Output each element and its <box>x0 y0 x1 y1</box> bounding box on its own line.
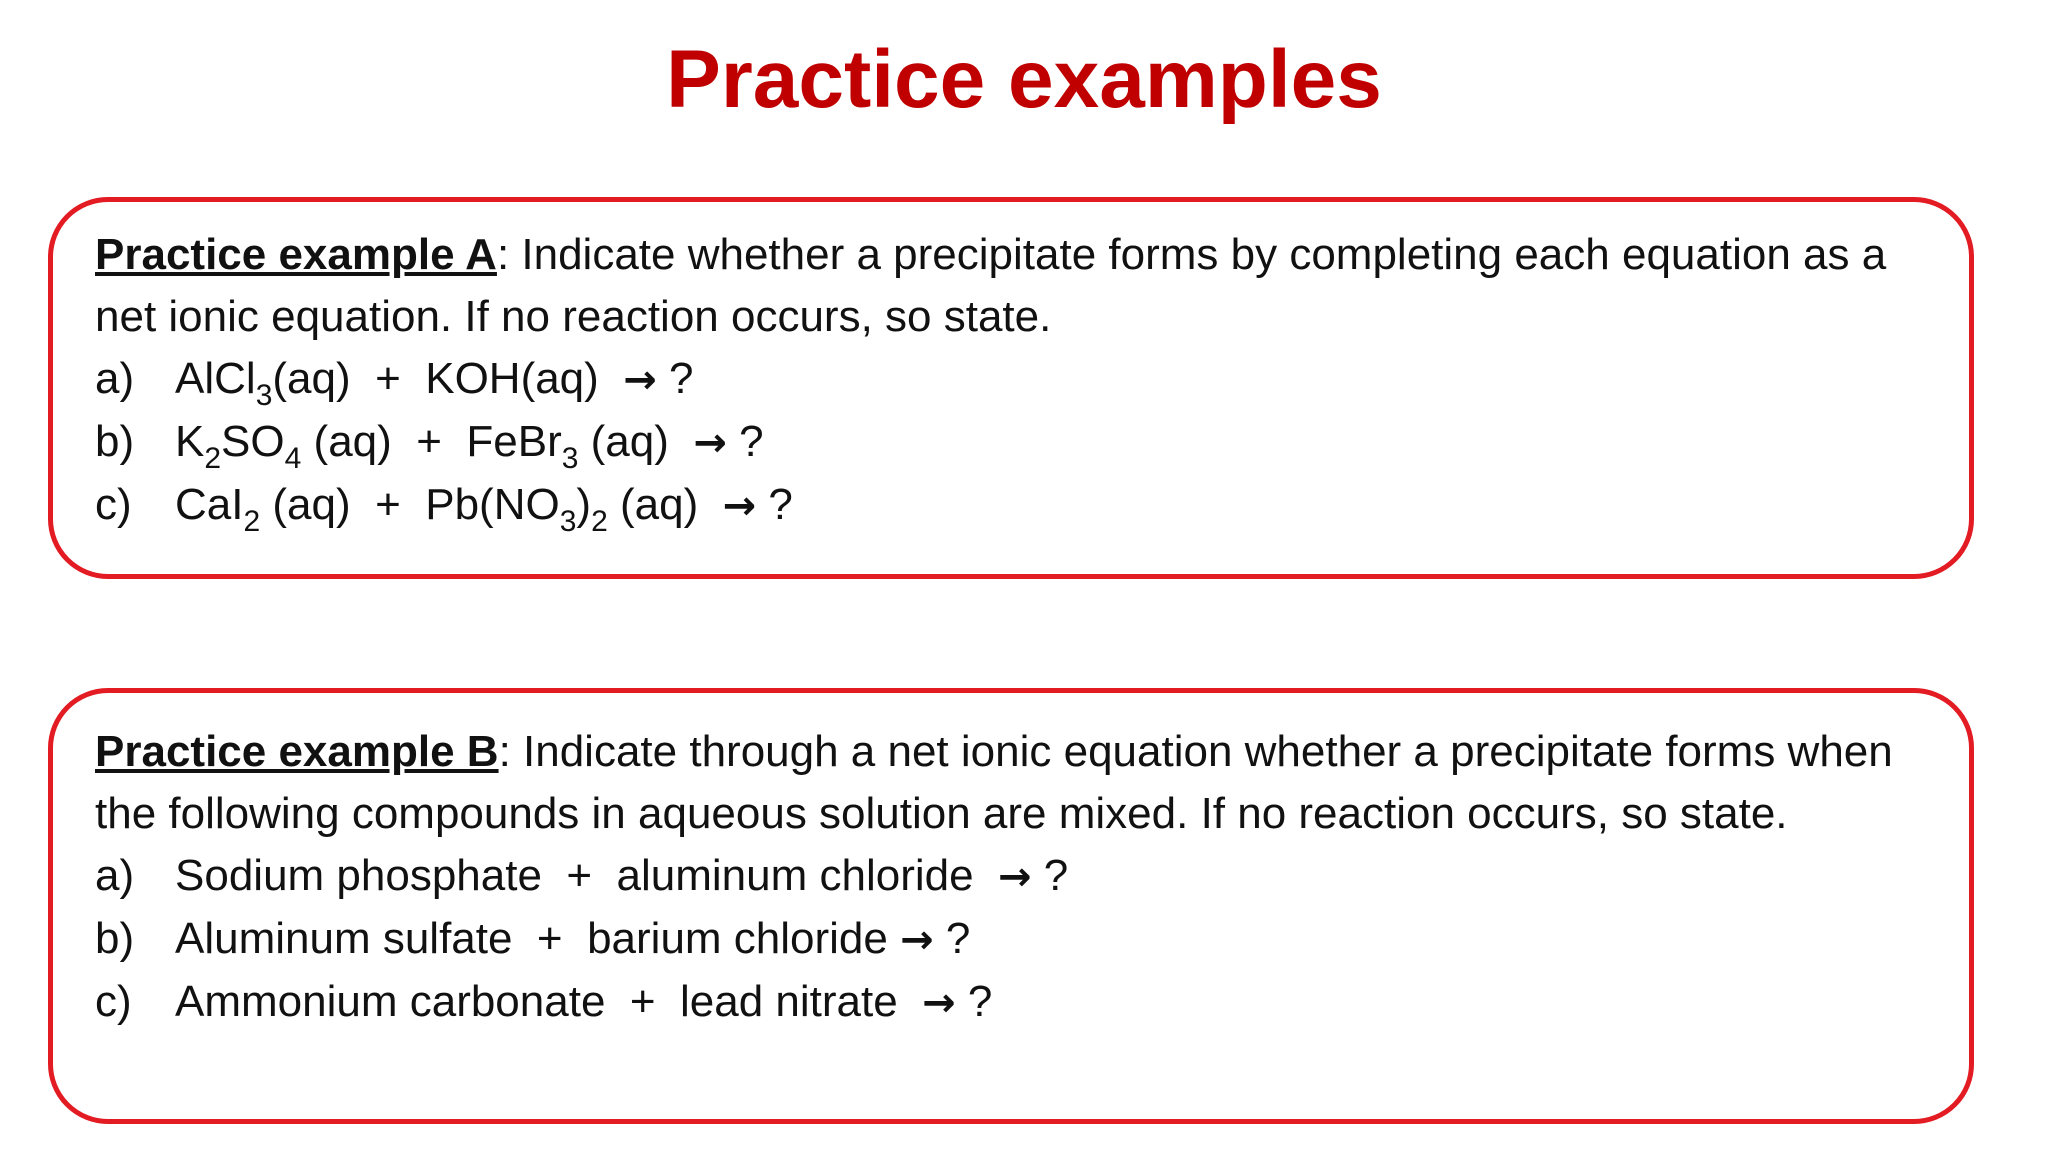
equation <box>175 411 764 474</box>
item-marker: b) <box>95 914 135 963</box>
text-fragment: (aq) + FeBr <box>301 417 562 466</box>
text-fragment: ? <box>955 977 993 1026</box>
text-fragment: ? <box>756 480 793 529</box>
practice-example-a-instruction: : Indicate whether a precipitate forms by completing each equation as a net ionic equation. If no reaction occurs, so state. <box>95 230 1887 341</box>
text-fragment: AlCl <box>175 354 256 403</box>
text-fragment: Sodium phosphate + aluminum chloride <box>175 851 999 900</box>
subscript: 2 <box>591 505 608 538</box>
practice-example-b-item <box>95 971 1929 1034</box>
arrow-right-icon: → <box>922 980 956 1026</box>
item-marker: a) <box>95 354 135 403</box>
practice-example-a-content <box>95 224 1929 537</box>
arrow-right-icon: → <box>998 854 1032 900</box>
text-fragment: ? <box>1031 851 1069 900</box>
text-fragment: (aq) + KOH(aq) <box>272 354 624 403</box>
subscript: 3 <box>559 505 577 538</box>
text-fragment: (aq) <box>578 417 694 466</box>
practice-example-a-prompt <box>95 224 1929 348</box>
practice-example-b-content <box>95 721 1929 1034</box>
practice-example-a-box <box>48 197 1974 579</box>
reaction <box>175 971 992 1034</box>
subscript: 3 <box>561 442 579 475</box>
reaction <box>175 908 970 971</box>
practice-example-a-list <box>95 348 1929 537</box>
practice-example-a-item <box>95 411 1929 474</box>
text-fragment: ? <box>933 914 971 963</box>
text-fragment: ? <box>656 354 694 403</box>
arrow-right-icon: → <box>900 917 934 963</box>
item-marker: a) <box>95 851 135 900</box>
practice-example-b-box <box>48 688 1974 1124</box>
text-fragment: Ammonium carbonate + lead nitrate <box>175 977 923 1026</box>
item-marker: c) <box>95 480 132 529</box>
arrow-right-icon: → <box>693 420 727 466</box>
reaction <box>175 845 1068 908</box>
item-marker: b) <box>95 417 135 466</box>
item-marker: c) <box>95 977 132 1026</box>
subscript: 4 <box>284 442 302 475</box>
practice-example-b-item <box>95 908 1929 971</box>
text-fragment: Aluminum sulfate + barium chloride <box>175 914 901 963</box>
text-fragment: (aq) + Pb(NO <box>260 480 560 529</box>
text-fragment: ? <box>726 417 764 466</box>
practice-example-a-label: Practice example A <box>95 230 497 279</box>
equation <box>175 474 793 537</box>
practice-example-b-item <box>95 845 1929 908</box>
practice-example-a-item <box>95 474 1929 537</box>
subscript: 3 <box>255 379 273 412</box>
practice-example-b-prompt <box>95 721 1929 845</box>
text-fragment: ) <box>576 480 592 529</box>
arrow-right-icon: → <box>623 357 657 403</box>
practice-example-b-label: Practice example B <box>95 727 499 776</box>
text-fragment: CaI <box>175 480 244 529</box>
subscript: 2 <box>204 442 222 475</box>
subscript: 2 <box>243 505 261 538</box>
practice-example-b-list <box>95 845 1929 1034</box>
equation <box>175 348 693 411</box>
text-fragment: K <box>175 417 205 466</box>
text-fragment: SO <box>221 417 285 466</box>
arrow-right-icon: → <box>722 483 757 529</box>
practice-example-b-instruction: : Indicate through a net ionic equation whether a precipitate forms when the following compounds in aqueous solution are mixed. If no reaction occurs, so state. <box>95 727 1893 838</box>
practice-example-a-item <box>95 348 1929 411</box>
slide-title: Practice examples <box>666 34 1382 125</box>
text-fragment: (aq) <box>607 480 723 529</box>
